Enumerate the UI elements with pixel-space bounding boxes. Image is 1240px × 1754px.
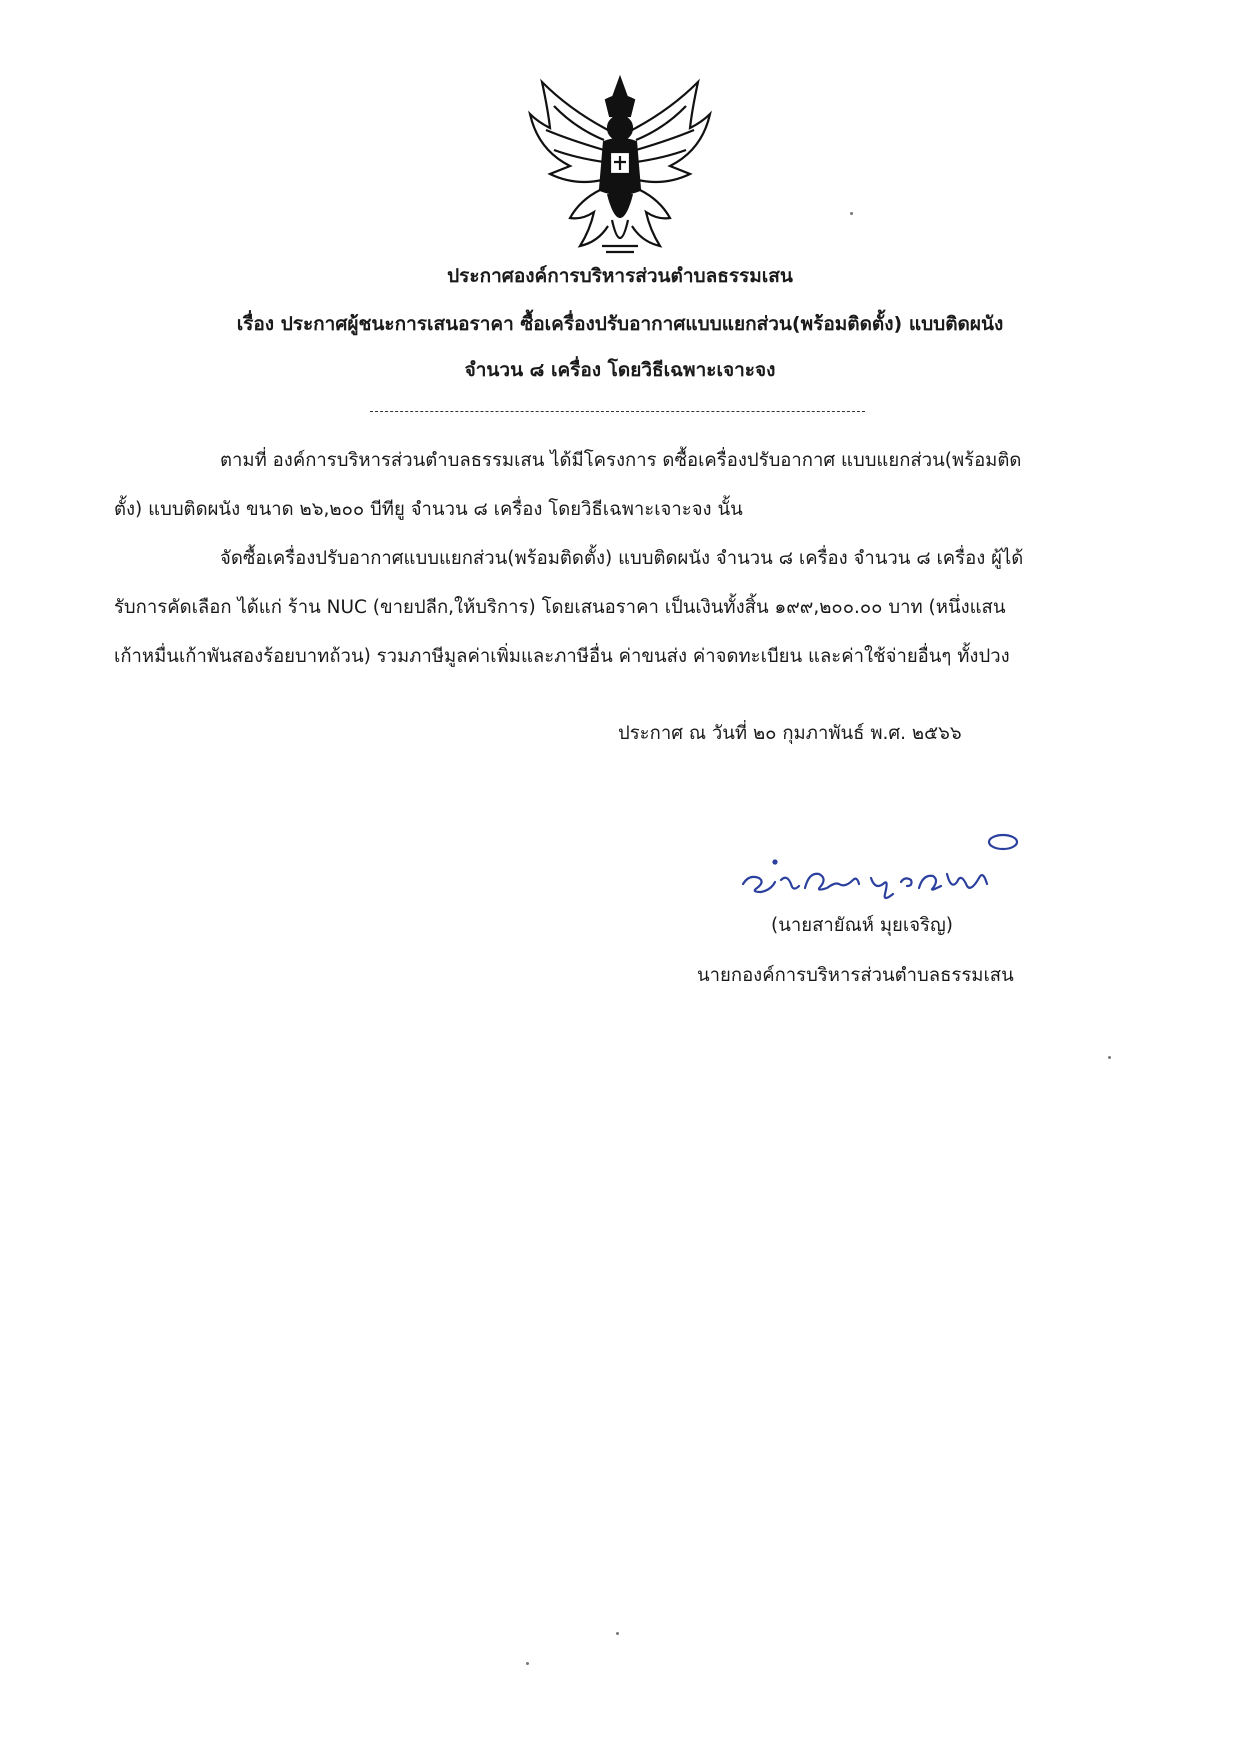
announcement-subject-continued: จำนวน ๘ เครื่อง โดยวิธีเฉพาะเจาะจง (464, 359, 776, 381)
announcement-title: ประกาศองค์การบริหารส่วนตำบลธรรมเสน (447, 265, 793, 287)
paragraph-1-line-1: ตามที่ องค์การบริหารส่วนตำบลธรรมเสน ได้มีโครงการ ดซื้อเครื่องปรับอากาศ แบบแยกส่วน(พร้อมติด (220, 450, 1022, 471)
scan-speck (526, 1662, 529, 1665)
signer-name: (นายสายัณห์ มุยเจริญ) (771, 915, 953, 936)
announcement-date: ประกาศ ณ วันที่ ๒๐ กุมภาพันธ์ พ.ศ. ๒๕๖๖ (618, 723, 962, 744)
dashed-separator (370, 411, 865, 412)
scan-speck (850, 212, 853, 215)
announcement-subject: เรื่อง ประกาศผู้ชนะการเสนอราคา ซื้อเครื่องปรับอากาศแบบแยกส่วน(พร้อมติดตั้ง) แบบติดผนัง (236, 313, 1004, 335)
garuda-emblem-icon (520, 70, 720, 260)
scan-speck (616, 1632, 619, 1635)
scan-speck (1108, 1056, 1111, 1059)
paragraph-2-line-3: เก้าหมื่นเก้าพันสองร้อยบาทถ้วน) รวมภาษีมูลค่าเพิ่มและภาษีอื่น ค่าขนส่ง ค่าจดทะเบียน และค่าใช้จ่ายอื่นๆ ทั้งปวง (114, 646, 1010, 667)
signer-position: นายกองค์การบริหารส่วนตำบลธรรมเสน (697, 965, 1014, 986)
paragraph-2-line-2: รับการคัดเลือก ได้แก่ ร้าน NUC (ขายปลีก,ให้บริการ) โดยเสนอราคา เป็นเงินทั้งสิ้น ๑๙๙,๒๐๐.๐๐ บาท (หนึ่งแสน (114, 597, 1006, 618)
paragraph-2-line-1: จัดซื้อเครื่องปรับอากาศแบบแยกส่วน(พร้อมติดตั้ง) แบบติดผนัง จำนวน ๘ เครื่อง จำนวน ๘ เครื่อง ผู้ได้ (220, 548, 1024, 569)
paragraph-1-line-2: ตั้ง) แบบติดผนัง ขนาด ๒๖,๒๐๐ บีทียู จำนวน ๘ เครื่อง โดยวิธีเฉพาะเจาะจง นั้น (114, 499, 743, 520)
handwritten-signature-icon (735, 822, 1035, 902)
